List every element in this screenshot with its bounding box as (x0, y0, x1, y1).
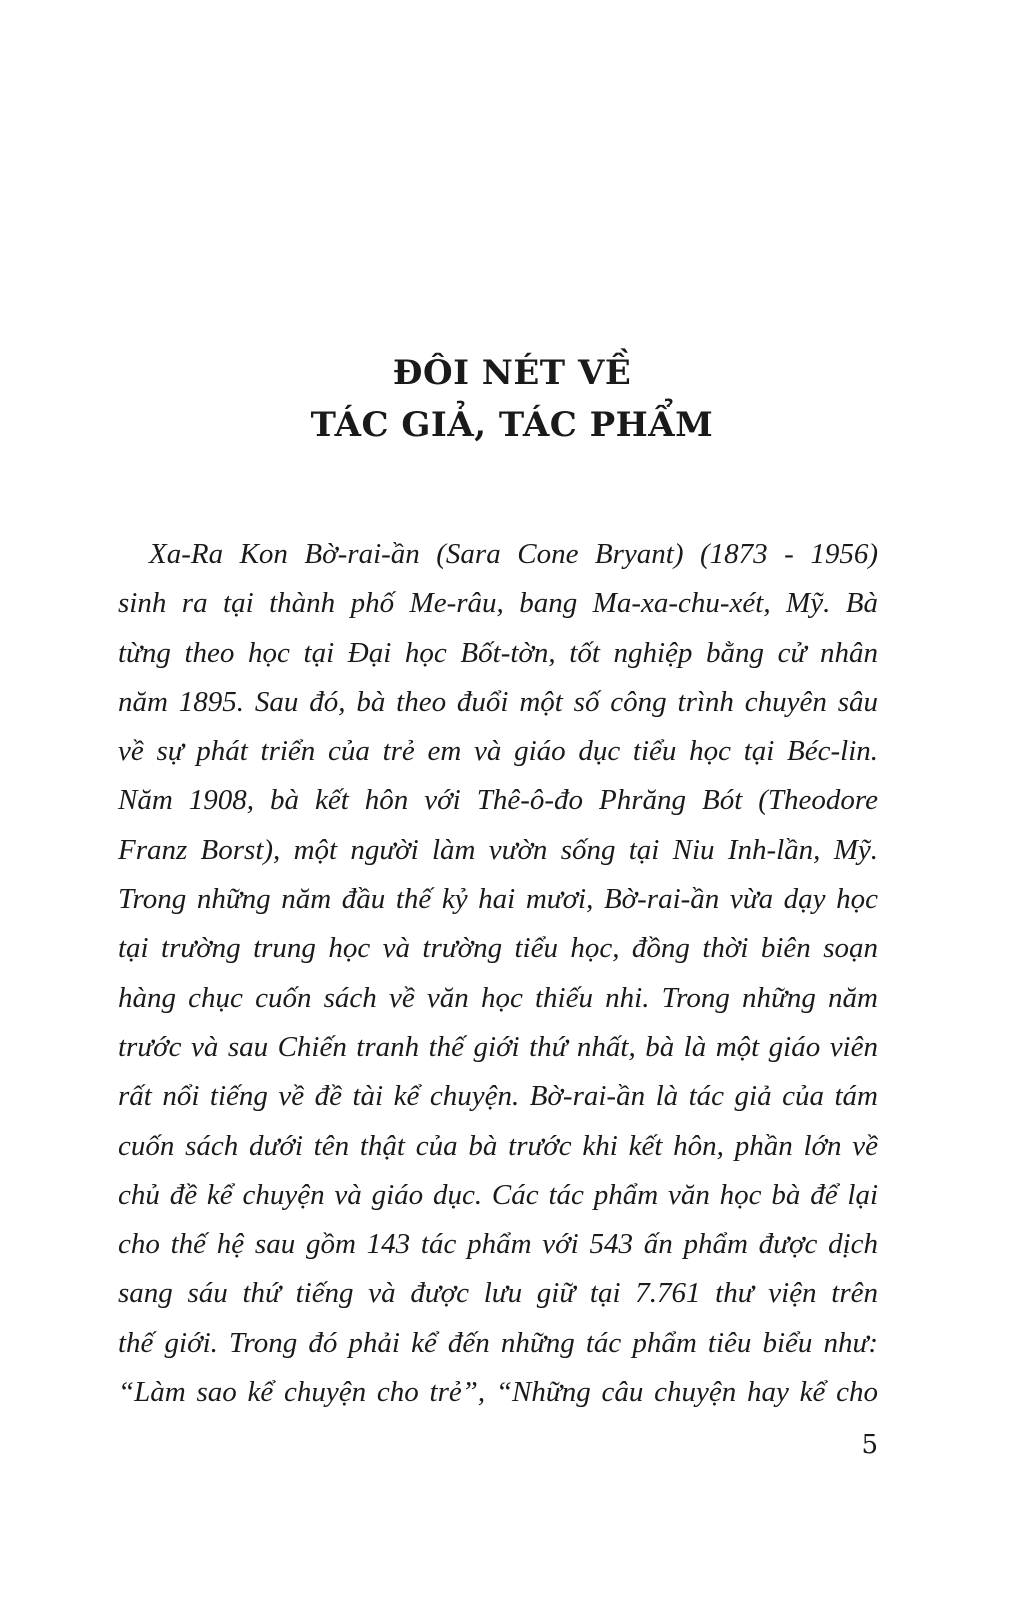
paragraph-line: Xa-Ra Kon Bờ-rai-ần (Sara Cone Bryant) (1873 - 1956) (149, 538, 878, 570)
paragraph-line: Franz Borst), một người làm vườn sống tại Niu Inh-lần, Mỹ. (118, 833, 878, 866)
paragraph-line: năm 1895. Sau đó, bà theo đuổi một số công trình chuyên sâu (118, 685, 878, 718)
page-title-line-2: TÁC GIẢ, TÁC PHẨM (310, 405, 714, 445)
paragraph-line: rất nổi tiếng về đề tài kể chuyện. Bờ-rai-ần là tác giả của tám (118, 1080, 878, 1113)
paragraph-line: Năm 1908, bà kết hôn với Thê-ô-đo Phrăng Bót (Theodore (118, 784, 878, 817)
paragraph-line: hàng chục cuốn sách về văn học thiếu nhi. Trong những năm (118, 981, 878, 1014)
paragraph-line: Trong những năm đầu thế kỷ hai mươi, Bờ-rai-ần vừa dạy học (118, 883, 878, 916)
page-title-line-1: ĐÔI NÉT VỀ (392, 353, 632, 393)
paragraph-line: thế giới. Trong đó phải kể đến những tác phẩm tiêu biểu như: (118, 1326, 878, 1359)
paragraph-line: từng theo học tại Đại học Bốt-tờn, tốt nghiệp bằng cử nhân (118, 636, 878, 669)
paragraph-line: chủ đề kể chuyện và giáo dục. Các tác phẩm văn học bà để lại (118, 1178, 878, 1211)
paragraph-line: tại trường trung học và trường tiểu học, đồng thời biên soạn (118, 932, 878, 965)
page-number: 5 (861, 1430, 878, 1460)
paragraph-line: về sự phát triển của trẻ em và giáo dục tiểu học tại Béc-lin. (118, 735, 878, 768)
paragraph-line: cho thế hệ sau gồm 143 tác phẩm với 543 ấn phẩm được dịch (118, 1228, 878, 1261)
paragraph-line: trước và sau Chiến tranh thế giới thứ nhất, bà là một giáo viên (118, 1030, 878, 1063)
paragraph-line: sinh ra tại thành phố Me-râu, bang Ma-xa-chu-xét, Mỹ. Bà (118, 587, 878, 620)
paragraph-line: “Làm sao kể chuyện cho trẻ”, “Những câu chuyện hay kể cho (118, 1376, 878, 1409)
body-paragraph (118, 530, 878, 1417)
paragraph-line: cuốn sách dưới tên thật của bà trước khi kết hôn, phần lớn về (118, 1129, 878, 1162)
paragraph-line: sang sáu thứ tiếng và được lưu giữ tại 7.761 thư viện trên (118, 1277, 878, 1310)
